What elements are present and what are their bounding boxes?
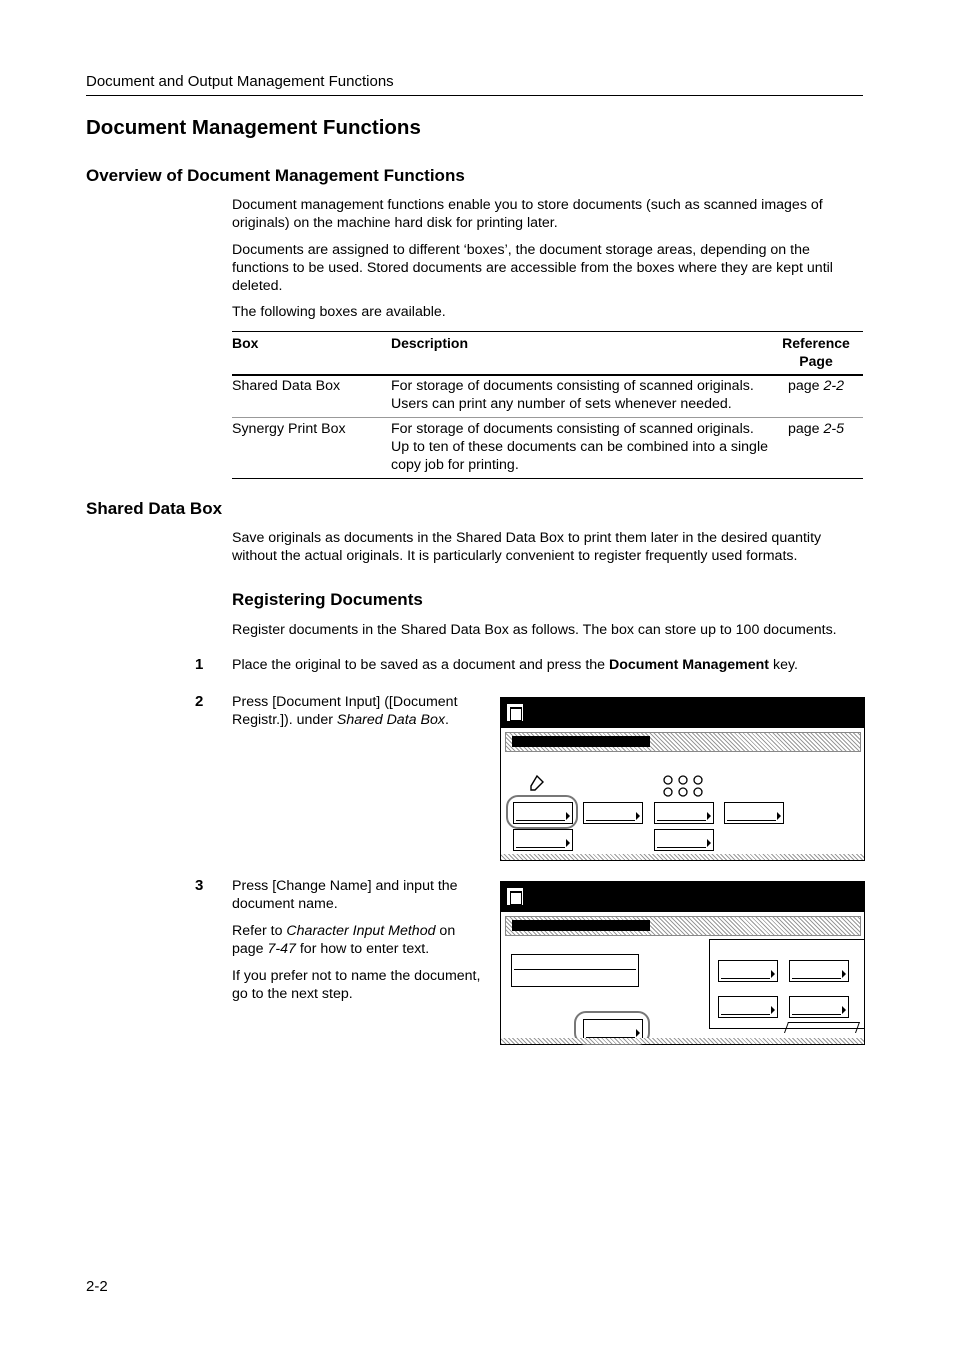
step-3-note: If you prefer not to name the document, go to the next step. xyxy=(232,968,481,1002)
row-description-line3: copy job for printing. xyxy=(391,457,519,473)
settings-button-3[interactable] xyxy=(718,996,778,1018)
step-3-reference xyxy=(232,922,487,958)
step-text: . xyxy=(444,712,449,728)
row-description-line1: For storage of documents consisting of scanned originals. xyxy=(391,421,754,437)
synergy-print-button[interactable] xyxy=(724,802,784,824)
registering-heading: Registering Documents xyxy=(232,590,423,609)
screen-bottom-edge xyxy=(501,1038,864,1044)
panel-tab[interactable] xyxy=(784,1022,860,1033)
row-reference xyxy=(788,377,844,395)
table-header-rule xyxy=(232,374,863,376)
table-top-rule xyxy=(232,331,863,332)
screen-tab-label xyxy=(512,920,650,931)
overview-para-1: Document management functions enable you to store documents (such as scanned images of originals) on the machine hard disk for printing later. xyxy=(232,197,823,231)
page-number: 2-2 xyxy=(86,1278,108,1295)
settings-button-4[interactable] xyxy=(789,996,849,1018)
settings-button-1[interactable] xyxy=(718,960,778,982)
header-rule xyxy=(86,95,863,96)
shared-data-box-heading: Shared Data Box xyxy=(86,499,223,518)
settings-button-2[interactable] xyxy=(789,960,849,982)
step-text: Refer to xyxy=(232,923,287,939)
synergy-manage-button[interactable] xyxy=(654,829,714,851)
row-divider xyxy=(232,417,863,418)
ref-prefix: page xyxy=(788,378,824,394)
section-link[interactable]: Character Input Method xyxy=(286,923,436,939)
row-box-name: Synergy Print Box xyxy=(232,421,346,437)
step-text: on page xyxy=(232,923,456,957)
panel-screen-change-name xyxy=(500,881,865,1045)
col-header-reference xyxy=(772,334,860,370)
screen-bottom-edge xyxy=(501,854,864,860)
overview-heading: Overview of Document Management Functions xyxy=(86,166,465,185)
ref-prefix: page xyxy=(788,421,824,437)
ref-page-link[interactable]: 2-2 xyxy=(823,378,845,394)
row-description-line1: For storage of documents consisting of scanned originals. xyxy=(391,378,754,394)
overview-para-2: Documents are assigned to different ‘boxes’, the document storage areas, depending on the functions to be used. Stored documents are accessible from the boxes where they are kept until deleted. xyxy=(232,242,833,294)
step-text: Press [Document Input] ([Document Registr.]). under xyxy=(232,694,458,728)
document-name-field[interactable] xyxy=(511,954,639,987)
row-description-line2: Up to ten of these documents can be combined into a single xyxy=(391,439,768,455)
step-text: Place the original to be saved as a document and press the xyxy=(232,657,609,673)
ref-page-link[interactable]: 2-5 xyxy=(823,421,845,437)
col-header-description: Description xyxy=(391,335,469,351)
box-name: Shared Data Box xyxy=(336,712,445,728)
synergy-input-button[interactable] xyxy=(654,802,714,824)
step-number: 3 xyxy=(195,877,204,894)
step-text: for how to enter text. xyxy=(295,941,430,957)
step-2-text xyxy=(232,693,477,729)
col-header-reference-line1: Reference xyxy=(782,335,850,351)
settings-panel xyxy=(709,939,864,1029)
shared-manage-button[interactable] xyxy=(513,829,573,851)
shared-data-box-para: Save originals as documents in the Shared Data Box to print them later in the desired quantity without the actual originals. It is particularly convenient to register frequently used formats. xyxy=(232,530,822,564)
screen-tab-bar xyxy=(505,916,861,936)
screen-tab-label xyxy=(512,736,650,747)
screen-title-bar xyxy=(501,882,864,912)
screen-title-bar xyxy=(501,698,864,728)
screen-tab-bar xyxy=(505,732,861,752)
panel-screen-document-management xyxy=(500,697,865,861)
registering-para: Register documents in the Shared Data Box as follows. The box can store up to 100 documents. xyxy=(232,622,837,638)
row-box-name: Shared Data Box xyxy=(232,378,341,394)
row-description-line2: Users can print any number of sets whenever needed. xyxy=(391,396,732,412)
step-text: key. xyxy=(769,657,798,673)
page-link[interactable]: 7-47 xyxy=(267,941,296,957)
name-field-divider xyxy=(514,969,636,970)
table-bottom-rule xyxy=(232,478,863,479)
box-table xyxy=(232,331,863,479)
overview-para-3: The following boxes are available. xyxy=(232,304,446,320)
document-icon xyxy=(507,888,523,905)
key-name: Document Management xyxy=(609,657,770,673)
step-3-text: Press [Change Name] and input the document name. xyxy=(232,878,458,912)
col-header-box: Box xyxy=(232,335,259,351)
step-number: 1 xyxy=(195,656,204,673)
col-header-reference-line2: Page xyxy=(799,353,833,369)
print-shared-button[interactable] xyxy=(583,802,643,824)
document-icon xyxy=(507,704,523,721)
running-header: Document and Output Management Functions xyxy=(86,73,394,90)
step-1-text xyxy=(232,656,862,674)
step-number: 2 xyxy=(195,693,204,710)
row-reference xyxy=(788,420,844,438)
synergy-box-icon xyxy=(661,774,707,798)
highlight-ring xyxy=(506,795,578,829)
page-title: Document Management Functions xyxy=(86,116,421,139)
